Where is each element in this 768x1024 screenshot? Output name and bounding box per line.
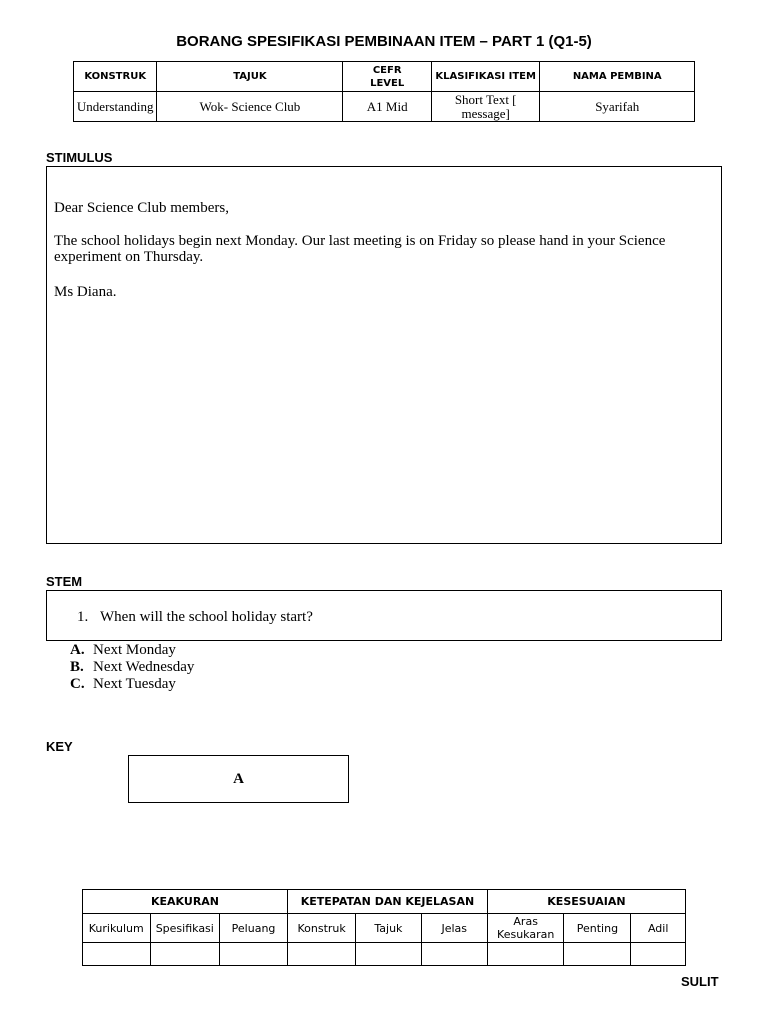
criterion-aras-kesukaran: Aras Kesukaran (487, 914, 564, 943)
page-title: BORANG SPESIFIKASI PEMBINAAN ITEM – PART 1 (Q1-5) (176, 33, 592, 50)
stem-box (46, 590, 722, 641)
criterion-jelas: Jelas (421, 914, 487, 943)
question-number: 1. (77, 609, 89, 625)
header-nama-pembina: NAMA PEMBINA (540, 62, 695, 92)
score-aras-kesukaran[interactable] (487, 943, 564, 966)
stimulus-label: STIMULUS (46, 150, 113, 165)
option-text: Next Wednesday (93, 659, 195, 675)
header-klasifikasi-item: KLASIFIKASI ITEM (431, 62, 540, 92)
criterion-peluang: Peluang (220, 914, 288, 943)
score-jelas[interactable] (421, 943, 487, 966)
stimulus-greeting: Dear Science Club members, (54, 200, 229, 216)
stimulus-signoff: Ms Diana. (54, 284, 117, 300)
option-letter: C. (70, 676, 85, 692)
stimulus-body: The school holidays begin next Monday. Our last meeting is on Friday so please hand in your Science experiment on Thursday. (54, 233, 666, 265)
header-tajuk: TAJUK (157, 62, 343, 92)
evaluation-table (82, 889, 686, 966)
score-tajuk[interactable] (356, 943, 421, 966)
key-answer: A (233, 771, 244, 787)
option-letter: A. (70, 642, 85, 658)
value-cefr-level: A1 Mid (343, 92, 431, 122)
group-keakuran: KEAKURAN (83, 890, 288, 914)
group-ketepatan-dan-kejelasan: KETEPATAN DAN KEJELASAN (288, 890, 488, 914)
option-a (70, 642, 176, 659)
criterion-spesifikasi: Spesifikasi (150, 914, 220, 943)
option-b (70, 659, 194, 676)
value-konstruk: Understanding (74, 92, 157, 122)
stimulus-box (46, 166, 722, 544)
stem-label: STEM (46, 574, 83, 589)
criterion-konstruk: Konstruk (288, 914, 356, 943)
option-text: Next Tuesday (93, 676, 176, 692)
value-klasifikasi-item: Short Text [ message] (431, 92, 540, 122)
header-konstruk: KONSTRUK (74, 62, 157, 92)
score-kurikulum[interactable] (83, 943, 151, 966)
key-box (128, 755, 349, 803)
score-peluang[interactable] (220, 943, 288, 966)
criterion-tajuk: Tajuk (356, 914, 421, 943)
score-spesifikasi[interactable] (150, 943, 220, 966)
option-letter: B. (70, 659, 84, 675)
criterion-kurikulum: Kurikulum (83, 914, 151, 943)
score-adil[interactable] (631, 943, 686, 966)
criterion-penting: Penting (564, 914, 631, 943)
score-konstruk[interactable] (288, 943, 356, 966)
criterion-adil: Adil (631, 914, 686, 943)
item-info-table (73, 61, 695, 122)
header-cefr-level: CEFR LEVEL (343, 62, 431, 92)
option-text: Next Monday (93, 642, 176, 658)
group-kesesuaian: KESESUAIAN (487, 890, 685, 914)
question-text: When will the school holiday start? (100, 609, 313, 625)
key-label: KEY (46, 739, 73, 754)
value-nama-pembina: Syarifah (540, 92, 695, 122)
option-c (70, 676, 176, 693)
footer-sulit: SULIT (681, 974, 719, 989)
score-penting[interactable] (564, 943, 631, 966)
value-tajuk: Wok- Science Club (157, 92, 343, 122)
